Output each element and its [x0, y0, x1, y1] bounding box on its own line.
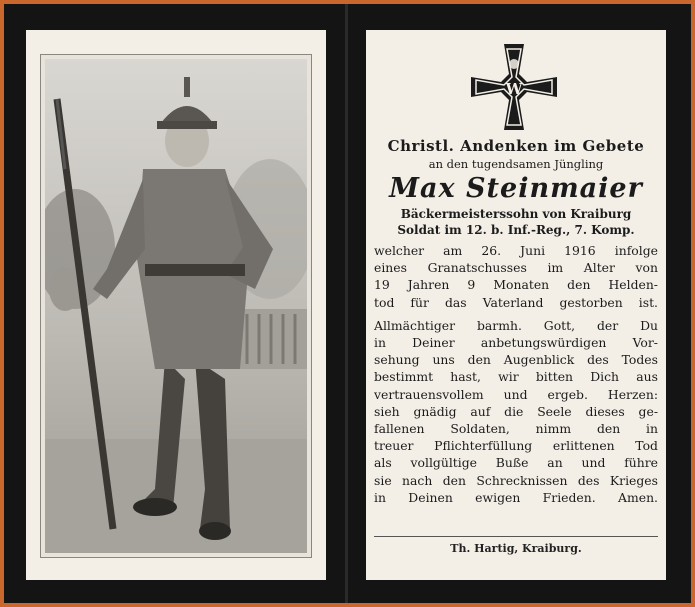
- right-panel: [366, 30, 666, 580]
- text-line: fallenen Soldaten, nimm den in: [374, 421, 658, 437]
- heading-line: Christl. Andenken im Gebete: [387, 137, 645, 155]
- text-line: tod für das Vaterland gestorben ist.: [374, 294, 658, 310]
- soldier-portrait-icon: [45, 59, 307, 553]
- subheading-line: an den tugendsamen Jüngling: [428, 157, 604, 171]
- memorial-text: [374, 136, 658, 506]
- text-line: sehung uns den Augenblick des Todes: [374, 352, 658, 368]
- printer-credit: Th. Hartig, Kraiburg.: [450, 542, 582, 555]
- text-line: treuer Pflichterfüllung erlittenen Tod: [374, 438, 658, 454]
- text-line: in Deiner anbetungswürdigen Vor-: [374, 335, 658, 351]
- text-line: Allmächtiger barmh. Gott, der Du: [374, 317, 658, 333]
- left-panel: [26, 30, 326, 580]
- prayer-paragraph: [374, 317, 658, 506]
- cross-letter: W: [505, 80, 523, 98]
- text-line: bestimmt hast, wir bitten Dich aus: [374, 369, 658, 385]
- memorial-card: [4, 4, 691, 603]
- text-line: in Deinen ewigen Frieden. Amen.: [374, 489, 658, 505]
- text-line: vertrauensvollem und ergeb. Herzen:: [374, 386, 658, 402]
- deceased-name: Max Steinmaier: [389, 173, 643, 204]
- iron-cross-icon: [471, 44, 557, 130]
- text-line: welcher am 26. Juni 1916 infolge: [374, 243, 658, 258]
- death-paragraph: [374, 242, 658, 311]
- text-line: sieh gnädig auf die Seele dieses ge-: [374, 403, 658, 419]
- unit-line: Soldat im 12. b. Inf.-Reg., 7. Komp.: [397, 223, 635, 237]
- footer-divider: [374, 536, 658, 537]
- text-line: als vollgültige Buße an und führe: [374, 455, 658, 471]
- origin-line: Bäckermeisterssohn von Kraiburg: [400, 207, 632, 221]
- text-line: 19 Jahren 9 Monaten den Helden-: [374, 277, 658, 293]
- card-fold: [345, 4, 348, 603]
- text-line: sie nach den Schrecknissen des Krieges: [374, 472, 658, 488]
- photo-frame: [40, 54, 312, 558]
- text-line: eines Granatschusses im Alter von: [374, 260, 658, 276]
